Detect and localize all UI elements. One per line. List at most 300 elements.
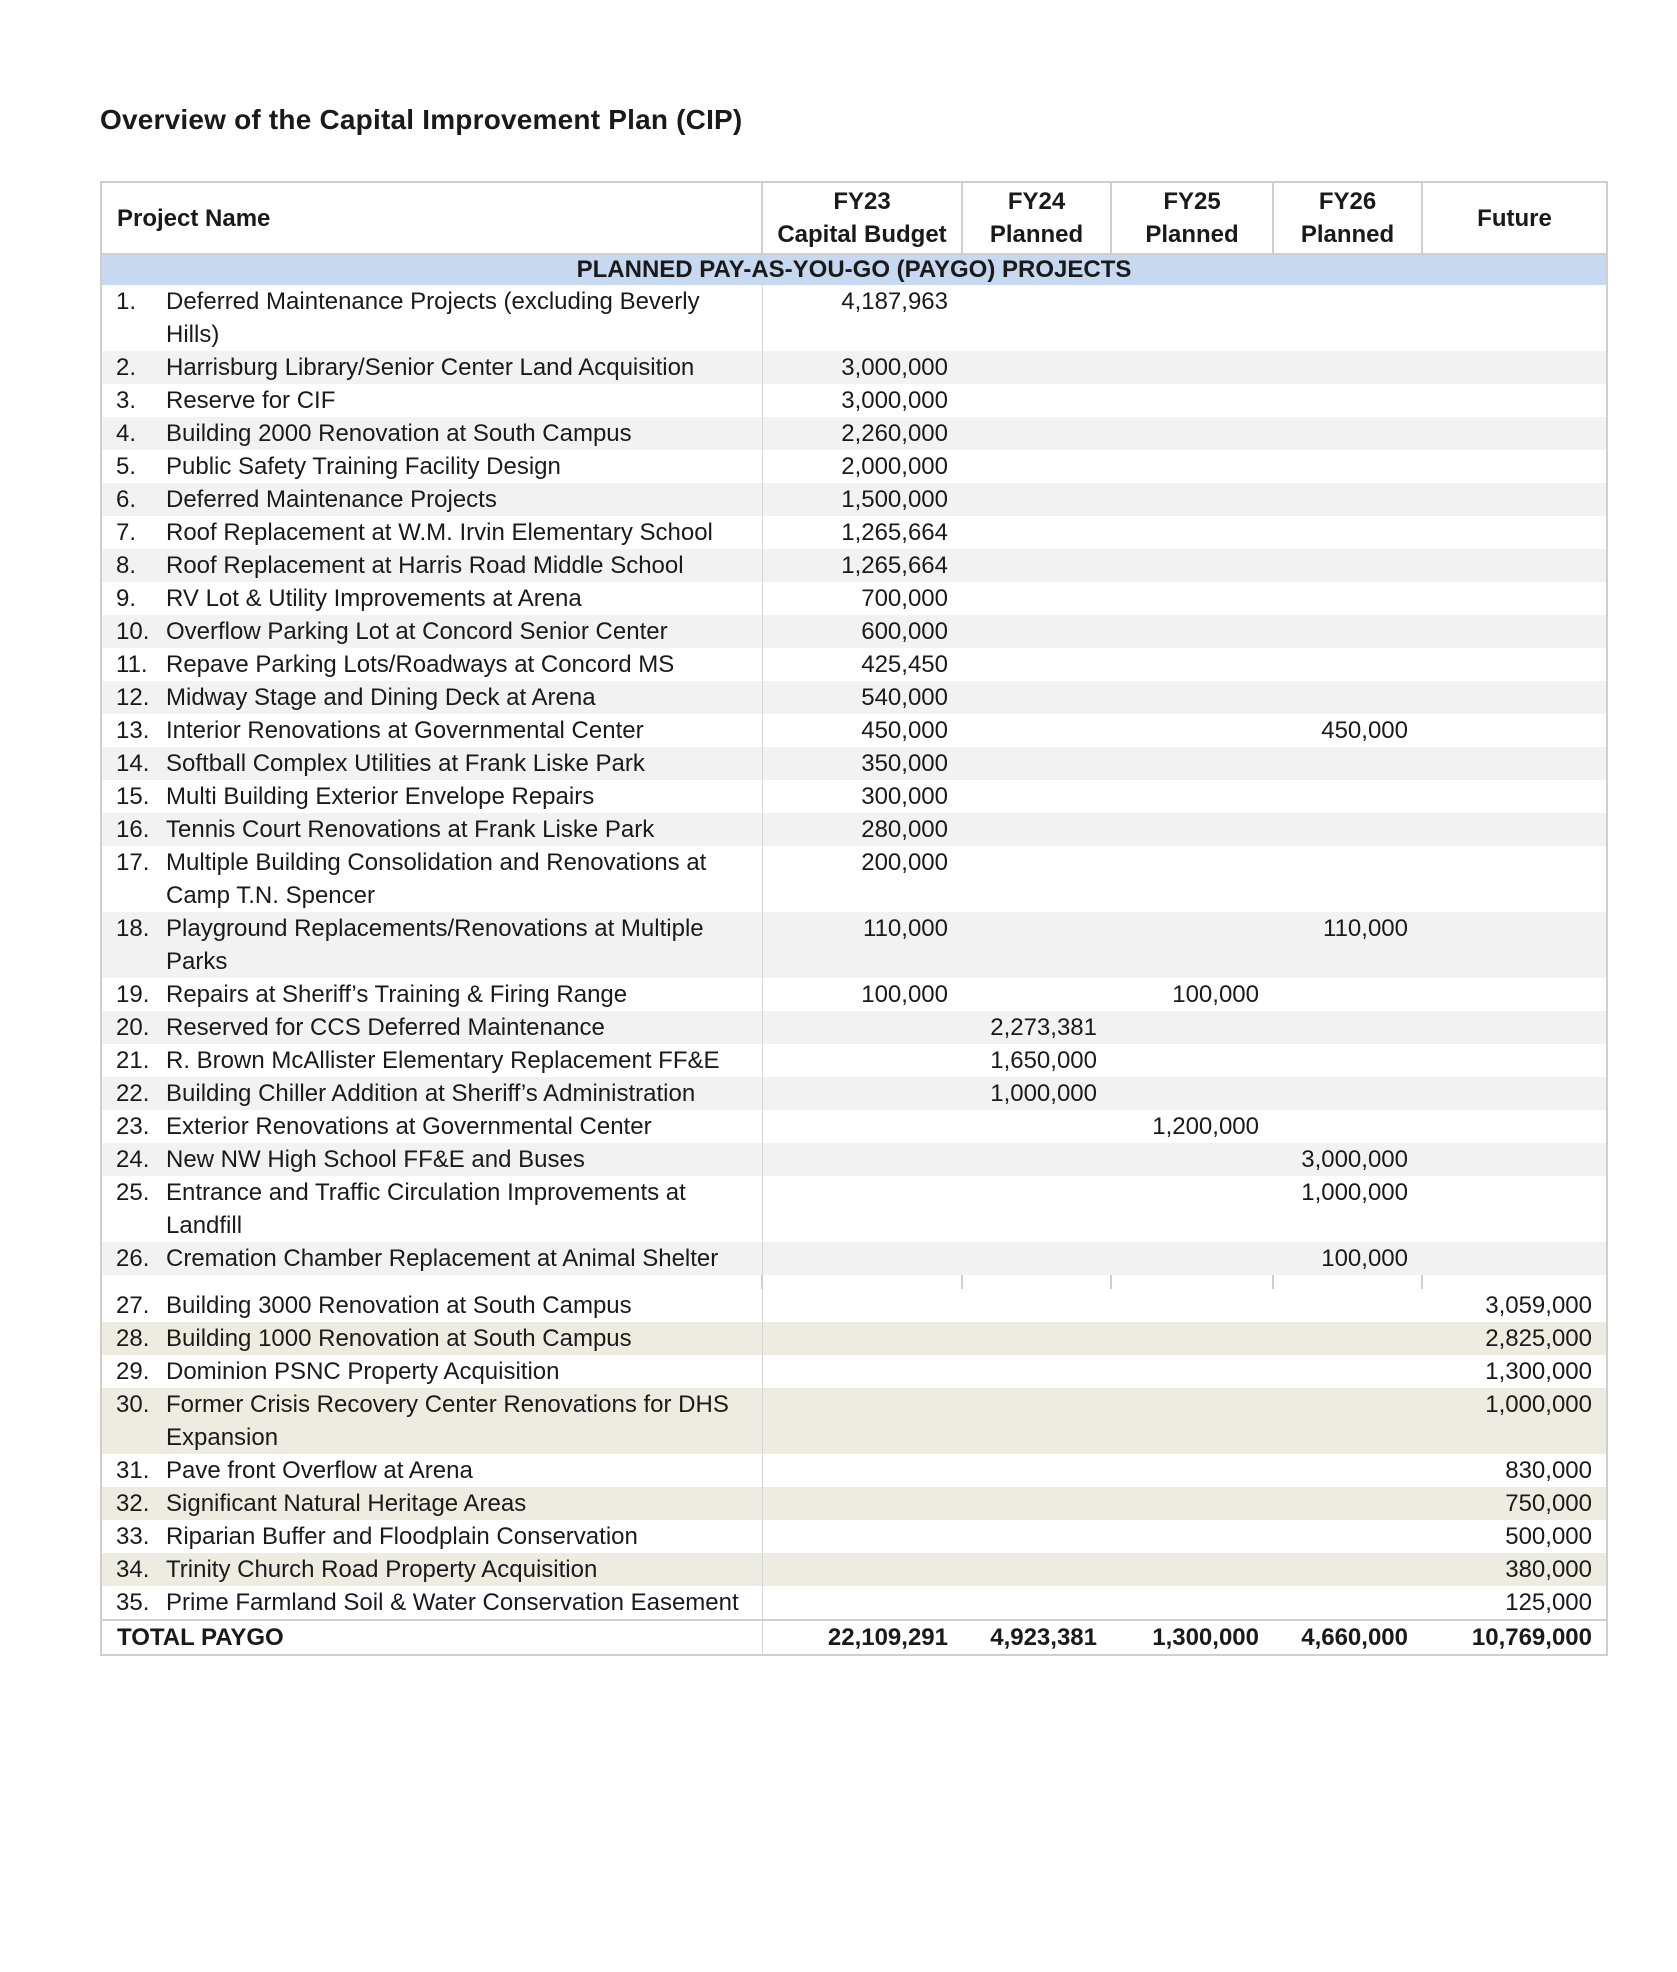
amount-fy23: 2,000,000 [841, 453, 948, 480]
table-row [101, 1242, 1607, 1275]
amount-fy26 [1273, 846, 1422, 912]
amount-fy24 [962, 1289, 1111, 1322]
table-row [101, 483, 1607, 516]
table-row [101, 384, 1607, 417]
amount-future [1422, 417, 1607, 450]
project-name: RV Lot & Utility Improvements at Arena [166, 585, 582, 612]
project-name: Multi Building Exterior Envelope Repairs [166, 783, 595, 810]
amount-fy25: 100,000 [1172, 981, 1259, 1008]
project-number: 6. [116, 486, 137, 513]
project-cell [101, 285, 762, 351]
project-cell [101, 1289, 762, 1322]
amount-fy26 [1273, 1077, 1422, 1110]
amount-fy24: 1,650,000 [990, 1047, 1097, 1074]
project-cell [101, 516, 762, 549]
table-row [101, 417, 1607, 450]
amount-future [1422, 615, 1607, 648]
amount-fy25 [1111, 648, 1273, 681]
amount-future [1422, 549, 1607, 582]
amount-fy26 [1273, 615, 1422, 648]
project-cell [101, 582, 762, 615]
project-number: 30. [116, 1391, 150, 1418]
amount-fy24 [962, 450, 1111, 483]
project-number: 5. [116, 453, 137, 480]
amount-fy26 [1273, 1388, 1422, 1454]
amount-fy23: 700,000 [861, 585, 948, 612]
amount-fy23: 200,000 [861, 849, 948, 876]
project-cell [101, 1176, 762, 1242]
table-row [101, 1077, 1607, 1110]
amount-fy23 [762, 1143, 962, 1176]
amount-fy25 [1111, 285, 1273, 351]
project-cell [101, 714, 762, 747]
amount-fy25 [1111, 1044, 1273, 1077]
amount-fy25 [1111, 1176, 1273, 1242]
amount-future: 1,000,000 [1422, 1388, 1607, 1454]
project-name: New NW High School FF&E and Buses [166, 1146, 585, 1173]
amount-fy24 [962, 1388, 1111, 1454]
project-cell [101, 450, 762, 483]
project-cell [101, 813, 762, 846]
amount-fy23 [762, 1242, 962, 1275]
amount-fy24 [962, 1242, 1111, 1275]
project-name: Dominion PSNC Property Acquisition [166, 1358, 560, 1385]
project-number: 12. [116, 684, 150, 711]
amount-fy24 [962, 681, 1111, 714]
header-fy23-label: Capital Budget [777, 221, 947, 248]
amount-fy26 [1273, 813, 1422, 846]
amount-fy26 [1273, 1110, 1422, 1143]
project-number: 24. [116, 1146, 150, 1173]
amount-fy25 [1111, 714, 1273, 747]
amount-fy23 [762, 1044, 962, 1077]
amount-fy25 [1111, 1077, 1273, 1110]
amount-future [1422, 483, 1607, 516]
table-row [101, 450, 1607, 483]
amount-fy26 [1273, 978, 1422, 1011]
amount-fy23 [762, 1520, 962, 1553]
amount-fy26 [1273, 1553, 1422, 1586]
project-name: Exterior Renovations at Governmental Center [166, 1113, 652, 1140]
project-cell [101, 1110, 762, 1143]
table-row [101, 549, 1607, 582]
project-cell [101, 1586, 762, 1620]
amount-fy25 [1111, 1553, 1273, 1586]
amount-future: 125,000 [1422, 1586, 1607, 1620]
header-future: Future [1422, 182, 1607, 254]
table-row [101, 516, 1607, 549]
amount-fy24 [962, 1586, 1111, 1620]
amount-fy25 [1111, 912, 1273, 978]
project-name: Playground Replacements/Renovations at Multiple Parks [166, 915, 704, 975]
project-name: R. Brown McAllister Elementary Replacement FF&E [166, 1047, 720, 1074]
project-cell [101, 417, 762, 450]
amount-future [1422, 1242, 1607, 1275]
amount-fy26 [1273, 780, 1422, 813]
amount-fy25 [1111, 1520, 1273, 1553]
cip-table [100, 181, 1608, 1656]
amount-future [1422, 714, 1607, 747]
project-number: 17. [116, 849, 150, 876]
amount-future [1422, 1176, 1607, 1242]
project-cell [101, 978, 762, 1011]
project-cell [101, 1454, 762, 1487]
amount-fy25 [1111, 1355, 1273, 1388]
amount-future [1422, 1011, 1607, 1044]
header-fy23 [762, 182, 962, 254]
amount-future: 2,825,000 [1422, 1322, 1607, 1355]
amount-future [1422, 747, 1607, 780]
amount-fy23: 600,000 [762, 615, 962, 648]
total-future: 10,769,000 [1422, 1620, 1607, 1655]
project-name: Prime Farmland Soil & Water Conservation Easement [166, 1589, 739, 1616]
header-fy25-year: FY25 [1163, 188, 1221, 215]
project-cell [101, 384, 762, 417]
project-cell [101, 549, 762, 582]
table-row [101, 714, 1607, 747]
amount-fy25 [1111, 483, 1273, 516]
project-cell [101, 1011, 762, 1044]
project-name: Deferred Maintenance Projects (excluding Beverly Hills) [166, 288, 700, 348]
project-name: Reserve for CIF [166, 387, 336, 414]
amount-fy23: 3,000,000 [762, 351, 962, 384]
table-row [101, 615, 1607, 648]
project-name: Deferred Maintenance Projects [166, 486, 497, 513]
project-number: 16. [116, 816, 150, 843]
amount-fy26: 450,000 [1321, 717, 1408, 744]
project-cell [101, 483, 762, 516]
amount-fy25 [1111, 417, 1273, 450]
total-fy25: 1,300,000 [1111, 1620, 1273, 1655]
table-row [101, 1110, 1607, 1143]
total-label: TOTAL PAYGO [101, 1620, 762, 1655]
project-name: Repairs at Sheriff’s Training & Firing Range [166, 981, 628, 1008]
project-name: Overflow Parking Lot at Concord Senior Center [166, 618, 668, 645]
amount-fy25 [1111, 1143, 1273, 1176]
amount-fy23: 540,000 [762, 681, 962, 714]
project-number: 28. [116, 1325, 150, 1352]
amount-future [1422, 813, 1607, 846]
amount-fy24 [962, 582, 1111, 615]
project-number: 20. [116, 1014, 150, 1041]
project-cell [101, 747, 762, 780]
amount-future [1422, 351, 1607, 384]
amount-fy25 [1111, 549, 1273, 582]
project-number: 8. [116, 552, 137, 579]
amount-fy25 [1111, 780, 1273, 813]
amount-future [1422, 1044, 1607, 1077]
amount-fy23: 425,450 [861, 651, 948, 678]
project-number: 9. [116, 585, 137, 612]
project-name: Significant Natural Heritage Areas [166, 1490, 527, 1517]
project-name: Roof Replacement at Harris Road Middle School [166, 552, 684, 579]
project-name: Trinity Church Road Property Acquisition [166, 1556, 598, 1583]
table-row [101, 1520, 1607, 1553]
project-name: Former Crisis Recovery Center Renovations for DHS Expansion [166, 1391, 729, 1451]
amount-fy24 [962, 1487, 1111, 1520]
amount-fy25 [1111, 1011, 1273, 1044]
amount-fy25 [1111, 384, 1273, 417]
project-name: Building 3000 Renovation at South Campus [166, 1292, 632, 1319]
table-row [101, 1011, 1607, 1044]
amount-fy25 [1111, 681, 1273, 714]
amount-future: 1,300,000 [1422, 1355, 1607, 1388]
amount-fy24 [962, 1176, 1111, 1242]
amount-future: 500,000 [1422, 1520, 1607, 1553]
amount-fy24 [962, 1355, 1111, 1388]
project-number: 34. [116, 1556, 150, 1583]
amount-fy26 [1273, 417, 1422, 450]
project-cell [101, 681, 762, 714]
amount-future: 750,000 [1422, 1487, 1607, 1520]
project-name: Building 1000 Renovation at South Campus [166, 1325, 632, 1352]
project-cell [101, 1553, 762, 1586]
amount-fy25 [1111, 351, 1273, 384]
table-row [101, 1322, 1607, 1355]
section-title: PLANNED PAY-AS-YOU-GO (PAYGO) PROJECTS [101, 254, 1607, 285]
amount-fy26 [1273, 351, 1422, 384]
amount-fy26: 3,000,000 [1273, 1143, 1422, 1176]
amount-fy24 [962, 417, 1111, 450]
amount-fy23 [762, 1077, 962, 1110]
amount-fy23: 110,000 [762, 912, 962, 978]
table-row [101, 1355, 1607, 1388]
amount-fy24 [962, 483, 1111, 516]
amount-fy24 [962, 351, 1111, 384]
project-name: Building Chiller Addition at Sheriff’s Administration [166, 1080, 696, 1107]
amount-fy24: 2,273,381 [962, 1011, 1111, 1044]
amount-fy26 [1273, 1011, 1422, 1044]
amount-future [1422, 912, 1607, 978]
group-spacer-row [101, 1275, 1607, 1289]
project-cell [101, 1044, 762, 1077]
project-cell [101, 1388, 762, 1454]
project-cell [101, 846, 762, 912]
project-number: 25. [116, 1179, 150, 1206]
amount-fy25 [1111, 582, 1273, 615]
project-number: 3. [116, 387, 137, 414]
total-fy26: 4,660,000 [1273, 1620, 1422, 1655]
project-name: Midway Stage and Dining Deck at Arena [166, 684, 596, 711]
project-number: 14. [116, 750, 150, 777]
project-name: Repave Parking Lots/Roadways at Concord MS [166, 651, 675, 678]
amount-fy24 [962, 978, 1111, 1011]
amount-fy26: 1,000,000 [1301, 1179, 1408, 1206]
amount-fy24 [962, 780, 1111, 813]
project-number: 11. [116, 651, 148, 678]
amount-fy25 [1111, 1586, 1273, 1620]
amount-fy25 [1111, 813, 1273, 846]
amount-fy25 [1111, 1322, 1273, 1355]
amount-fy23: 300,000 [861, 783, 948, 810]
amount-fy24 [962, 549, 1111, 582]
amount-fy26 [1273, 1355, 1422, 1388]
amount-fy25 [1111, 615, 1273, 648]
project-number: 26. [116, 1245, 150, 1272]
project-name: Riparian Buffer and Floodplain Conservation [166, 1523, 638, 1550]
header-project-name: Project Name [101, 182, 762, 254]
amount-fy25 [1111, 1242, 1273, 1275]
amount-fy23: 1,265,664 [762, 549, 962, 582]
amount-fy24 [962, 1553, 1111, 1586]
amount-fy26 [1273, 516, 1422, 549]
project-name: Cremation Chamber Replacement at Animal Shelter [166, 1245, 719, 1272]
amount-fy24 [962, 648, 1111, 681]
table-row [101, 1454, 1607, 1487]
amount-future [1422, 285, 1607, 351]
amount-fy26 [1273, 1520, 1422, 1553]
amount-fy25 [1111, 1289, 1273, 1322]
header-fy25-label: Planned [1145, 221, 1239, 248]
project-name: Pave front Overflow at Arena [166, 1457, 473, 1484]
table-row [101, 285, 1607, 351]
project-cell [101, 1242, 762, 1275]
project-number: 18. [116, 915, 150, 942]
amount-future: 830,000 [1422, 1454, 1607, 1487]
amount-fy26 [1273, 1322, 1422, 1355]
project-name: Roof Replacement at W.M. Irvin Elementary School [166, 519, 713, 546]
table-row [101, 1044, 1607, 1077]
project-number: 4. [116, 420, 137, 447]
amount-fy25 [1111, 846, 1273, 912]
total-fy23: 22,109,291 [762, 1620, 962, 1655]
table-row [101, 1289, 1607, 1322]
amount-future [1422, 1143, 1607, 1176]
amount-fy25 [1111, 1487, 1273, 1520]
project-number: 32. [116, 1490, 150, 1517]
table-row [101, 1143, 1607, 1176]
amount-future [1422, 780, 1607, 813]
project-number: 23. [116, 1113, 150, 1140]
project-cell [101, 1077, 762, 1110]
amount-future [1422, 384, 1607, 417]
amount-fy23 [762, 1176, 962, 1242]
table-row [101, 978, 1607, 1011]
project-number: 27. [116, 1292, 150, 1319]
amount-future [1422, 516, 1607, 549]
project-cell [101, 1143, 762, 1176]
amount-fy24 [962, 846, 1111, 912]
project-name: Tennis Court Renovations at Frank Liske Park [166, 816, 655, 843]
amount-fy23: 3,000,000 [841, 387, 948, 414]
amount-fy26 [1273, 1289, 1422, 1322]
header-fy24-year: FY24 [1007, 188, 1066, 215]
project-name: Building 2000 Renovation at South Campus [166, 420, 632, 447]
amount-future [1422, 978, 1607, 1011]
amount-fy26 [1273, 681, 1422, 714]
amount-fy24 [962, 1454, 1111, 1487]
table-row [101, 582, 1607, 615]
project-number: 15. [116, 783, 150, 810]
project-cell [101, 615, 762, 648]
amount-fy23 [762, 1322, 962, 1355]
amount-fy26 [1273, 450, 1422, 483]
amount-fy26 [1273, 549, 1422, 582]
amount-fy26: 100,000 [1273, 1242, 1422, 1275]
amount-fy23 [762, 1586, 962, 1620]
project-name: Reserved for CCS Deferred Maintenance [166, 1014, 605, 1041]
amount-fy23 [762, 1011, 962, 1044]
amount-future [1422, 582, 1607, 615]
amount-fy25 [1111, 1454, 1273, 1487]
amount-fy24 [962, 1322, 1111, 1355]
project-number: 35. [116, 1589, 150, 1616]
project-name: Softball Complex Utilities at Frank Liske Park [166, 750, 645, 777]
amount-fy23: 100,000 [861, 981, 948, 1008]
table-row [101, 813, 1607, 846]
amount-fy23: 350,000 [762, 747, 962, 780]
project-cell [101, 1520, 762, 1553]
header-fy24 [962, 182, 1111, 254]
table-row [101, 846, 1607, 912]
amount-fy24 [962, 285, 1111, 351]
header-fy26-label: Planned [1300, 221, 1395, 248]
project-cell [101, 1355, 762, 1388]
project-number: 29. [116, 1358, 150, 1385]
amount-fy23: 4,187,963 [841, 288, 948, 315]
project-name: Harrisburg Library/Senior Center Land Acquisition [166, 354, 695, 381]
project-cell [101, 1322, 762, 1355]
project-number: 21. [116, 1047, 150, 1074]
header-fy25 [1111, 182, 1273, 254]
header-fy26 [1273, 182, 1422, 254]
amount-future: 380,000 [1422, 1553, 1607, 1586]
amount-future: 3,059,000 [1422, 1289, 1607, 1322]
amount-fy26 [1273, 747, 1422, 780]
project-number: 19. [116, 981, 150, 1008]
project-name: Public Safety Training Facility Design [166, 453, 561, 480]
amount-fy24 [962, 813, 1111, 846]
section-header-row [101, 254, 1607, 285]
table-row [101, 1586, 1607, 1620]
amount-fy24 [962, 1143, 1111, 1176]
project-number: 22. [116, 1080, 150, 1107]
amount-fy25 [1111, 450, 1273, 483]
project-number: 7. [116, 519, 137, 546]
amount-fy24 [962, 1110, 1111, 1143]
header-fy26-year: FY26 [1318, 188, 1377, 215]
table-row [101, 1176, 1607, 1242]
amount-fy26: 110,000 [1273, 912, 1422, 978]
project-name: Entrance and Traffic Circulation Improvements at Landfill [166, 1179, 686, 1239]
amount-fy26 [1273, 285, 1422, 351]
table-row [101, 648, 1607, 681]
amount-future [1422, 681, 1607, 714]
amount-future [1422, 846, 1607, 912]
amount-fy26 [1273, 483, 1422, 516]
amount-fy26 [1273, 648, 1422, 681]
project-number: 1. [116, 288, 137, 315]
project-name: Interior Renovations at Governmental Center [166, 717, 644, 744]
project-cell [101, 780, 762, 813]
amount-fy26 [1273, 582, 1422, 615]
table-row [101, 780, 1607, 813]
header-row [101, 182, 1607, 254]
amount-fy23: 1,265,664 [841, 519, 948, 546]
amount-fy24 [962, 384, 1111, 417]
project-cell [101, 1487, 762, 1520]
table-row [101, 1388, 1607, 1454]
amount-fy26 [1273, 1454, 1422, 1487]
amount-fy24 [962, 1520, 1111, 1553]
project-number: 13. [116, 717, 150, 744]
amount-fy23: 1,500,000 [762, 483, 962, 516]
amount-fy24 [962, 912, 1111, 978]
table-row [101, 1487, 1607, 1520]
project-number: 2. [116, 354, 137, 381]
project-number: 33. [116, 1523, 150, 1550]
header-fy23-year: FY23 [833, 188, 891, 215]
